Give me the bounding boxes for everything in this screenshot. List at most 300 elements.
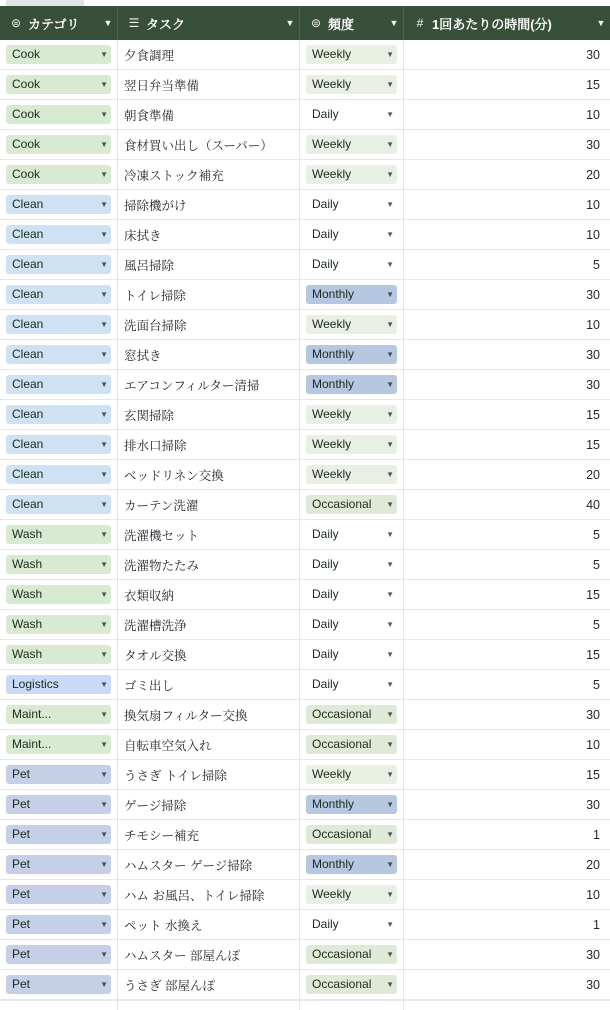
chevron-down-icon[interactable]: ▼ — [100, 50, 108, 59]
cell-minutes[interactable]: 40 — [586, 497, 600, 512]
table-row[interactable] — [0, 310, 610, 340]
cell-frequency[interactable] — [300, 700, 404, 729]
cell-task[interactable]: タオル交換 — [118, 640, 300, 669]
cell-task[interactable]: ベッドリネン交換 — [118, 460, 300, 489]
chevron-down-icon[interactable]: ▼ — [596, 18, 606, 28]
table-row[interactable] — [0, 280, 610, 310]
table-row[interactable] — [0, 430, 610, 460]
table-row[interactable] — [0, 610, 610, 640]
category-select-pill[interactable] — [6, 135, 111, 154]
chevron-down-icon[interactable]: ▼ — [386, 800, 394, 809]
cell-frequency[interactable] — [300, 220, 404, 249]
frequency-select-pill[interactable] — [306, 405, 397, 424]
table-row[interactable] — [0, 100, 610, 130]
chevron-down-icon[interactable]: ▼ — [386, 560, 394, 569]
chevron-down-icon[interactable]: ▼ — [389, 18, 399, 28]
category-select-pill[interactable] — [6, 645, 111, 664]
category-select-pill[interactable] — [6, 585, 111, 604]
cell-frequency[interactable] — [300, 70, 404, 99]
cell-task[interactable]: カーテン洗濯 — [118, 490, 300, 519]
cell-category[interactable] — [0, 490, 118, 519]
cell-frequency[interactable] — [300, 880, 404, 909]
table-row[interactable] — [0, 790, 610, 820]
table-row[interactable] — [0, 370, 610, 400]
table-row[interactable] — [0, 970, 610, 1000]
cell-minutes[interactable]: 15 — [586, 77, 600, 92]
chevron-down-icon[interactable]: ▼ — [100, 680, 108, 689]
chevron-down-icon[interactable]: ▼ — [100, 410, 108, 419]
table-row[interactable] — [0, 910, 610, 940]
cell-frequency[interactable] — [300, 310, 404, 339]
category-select-pill[interactable] — [6, 435, 111, 454]
cell-task[interactable]: トイレ掃除 — [118, 280, 300, 309]
cell-frequency[interactable] — [300, 760, 404, 789]
cell-minutes[interactable]: 30 — [586, 947, 600, 962]
category-select-pill[interactable] — [6, 465, 111, 484]
cell-category[interactable] — [0, 340, 118, 369]
cell-category[interactable] — [0, 970, 118, 999]
chevron-down-icon[interactable]: ▼ — [386, 350, 394, 359]
frequency-select-pill[interactable] — [306, 255, 397, 274]
chevron-down-icon[interactable]: ▼ — [100, 770, 108, 779]
chevron-down-icon[interactable]: ▼ — [100, 440, 108, 449]
column-header-task[interactable] — [118, 6, 300, 40]
frequency-select-pill[interactable] — [306, 285, 397, 304]
frequency-select-pill[interactable] — [306, 855, 397, 874]
cell-frequency[interactable] — [300, 160, 404, 189]
category-select-pill[interactable] — [6, 375, 111, 394]
table-row[interactable] — [0, 40, 610, 70]
chevron-down-icon[interactable]: ▼ — [100, 110, 108, 119]
cell-category[interactable] — [0, 160, 118, 189]
cell-task[interactable]: 風呂掃除 — [118, 250, 300, 279]
category-select-pill[interactable] — [6, 795, 111, 814]
cell-category[interactable] — [0, 610, 118, 639]
category-select-pill[interactable] — [6, 765, 111, 784]
chevron-down-icon[interactable]: ▼ — [386, 530, 394, 539]
frequency-select-pill[interactable] — [306, 345, 397, 364]
cell-category[interactable] — [0, 520, 118, 549]
table-row[interactable] — [0, 400, 610, 430]
cell-frequency[interactable] — [300, 250, 404, 279]
chevron-down-icon[interactable]: ▼ — [100, 890, 108, 899]
table-row[interactable] — [0, 550, 610, 580]
cell-category[interactable] — [0, 400, 118, 429]
frequency-select-pill[interactable] — [306, 765, 397, 784]
cell-task[interactable]: ハム お風呂、トイレ掃除 — [118, 880, 300, 909]
chevron-down-icon[interactable]: ▼ — [386, 140, 394, 149]
frequency-select-pill[interactable] — [306, 135, 397, 154]
cell-task[interactable]: 排水口掃除 — [118, 430, 300, 459]
category-select-pill[interactable] — [6, 165, 111, 184]
cell-frequency[interactable] — [300, 940, 404, 969]
chevron-down-icon[interactable]: ▼ — [100, 620, 108, 629]
chevron-down-icon[interactable]: ▼ — [100, 740, 108, 749]
cell-category[interactable] — [0, 940, 118, 969]
cell-category[interactable] — [0, 880, 118, 909]
cell-frequency[interactable] — [300, 670, 404, 699]
chevron-down-icon[interactable]: ▼ — [386, 590, 394, 599]
cell-minutes[interactable]: 5 — [593, 257, 600, 272]
column-header-frequency[interactable] — [300, 6, 404, 40]
category-select-pill[interactable] — [6, 705, 111, 724]
cell-task[interactable]: 衣類収納 — [118, 580, 300, 609]
category-select-pill[interactable] — [6, 75, 111, 94]
chevron-down-icon[interactable]: ▼ — [100, 470, 108, 479]
chevron-down-icon[interactable]: ▼ — [386, 650, 394, 659]
frequency-select-pill[interactable] — [306, 885, 397, 904]
cell-task[interactable]: エアコンフィルター清掃 — [118, 370, 300, 399]
chevron-down-icon[interactable]: ▼ — [386, 410, 394, 419]
category-select-pill[interactable] — [6, 255, 111, 274]
chevron-down-icon[interactable]: ▼ — [100, 260, 108, 269]
table-row[interactable] — [0, 130, 610, 160]
frequency-select-pill[interactable] — [306, 645, 397, 664]
cell-frequency[interactable] — [300, 490, 404, 519]
cell-minutes[interactable]: 30 — [586, 377, 600, 392]
cell-category[interactable] — [0, 310, 118, 339]
cell-minutes[interactable]: 30 — [586, 707, 600, 722]
category-label: Wash — [12, 647, 43, 661]
cell-minutes[interactable]: 10 — [586, 227, 600, 242]
cell-frequency[interactable] — [300, 100, 404, 129]
cell-task[interactable]: 洗濯機セット — [118, 520, 300, 549]
category-select-pill[interactable] — [6, 105, 111, 124]
table-row[interactable] — [0, 700, 610, 730]
cell-minutes[interactable]: 15 — [586, 437, 600, 452]
cell-task[interactable]: 朝食準備 — [118, 100, 300, 129]
chevron-down-icon[interactable]: ▼ — [100, 920, 108, 929]
frequency-select-pill[interactable] — [306, 585, 397, 604]
table-row[interactable] — [0, 160, 610, 190]
frequency-select-pill[interactable] — [306, 315, 397, 334]
cell-task[interactable]: 換気扇フィルター交換 — [118, 700, 300, 729]
category-select-pill[interactable] — [6, 345, 111, 364]
cell-frequency[interactable] — [300, 520, 404, 549]
cell-task[interactable]: 冷凍ストック補充 — [118, 160, 300, 189]
chevron-down-icon[interactable]: ▼ — [100, 710, 108, 719]
cell-category[interactable] — [0, 550, 118, 579]
category-select-pill[interactable] — [6, 945, 111, 964]
cell-frequency[interactable] — [300, 580, 404, 609]
frequency-select-pill[interactable] — [306, 525, 397, 544]
chevron-down-icon[interactable]: ▼ — [386, 230, 394, 239]
cell-minutes[interactable]: 5 — [593, 617, 600, 632]
cell-minutes[interactable]: 30 — [586, 137, 600, 152]
chevron-down-icon[interactable]: ▼ — [100, 380, 108, 389]
cell-frequency[interactable] — [300, 370, 404, 399]
cell-task[interactable]: うさぎ 部屋んぽ — [118, 970, 300, 999]
cell-minutes[interactable]: 5 — [593, 527, 600, 542]
chevron-down-icon[interactable]: ▼ — [386, 920, 394, 929]
frequency-select-pill[interactable] — [306, 825, 397, 844]
category-select-pill[interactable] — [6, 975, 111, 994]
column-header-minutes[interactable] — [404, 6, 610, 40]
cell-minutes[interactable]: 20 — [586, 467, 600, 482]
table-row[interactable] — [0, 760, 610, 790]
category-select-pill[interactable] — [6, 855, 111, 874]
cell-category[interactable] — [0, 850, 118, 879]
cell-task[interactable]: 洗濯槽洗浄 — [118, 610, 300, 639]
chevron-down-icon[interactable]: ▼ — [100, 200, 108, 209]
chevron-down-icon[interactable]: ▼ — [386, 440, 394, 449]
cell-task[interactable]: チモシー補充 — [118, 820, 300, 849]
chevron-down-icon[interactable]: ▼ — [100, 140, 108, 149]
cell-minutes[interactable]: 5 — [593, 557, 600, 572]
chevron-down-icon[interactable]: ▼ — [386, 320, 394, 329]
cell-task[interactable]: 窓拭き — [118, 340, 300, 369]
category-select-pill[interactable] — [6, 195, 111, 214]
category-select-pill[interactable] — [6, 225, 111, 244]
cell-minutes[interactable]: 30 — [586, 347, 600, 362]
cell-frequency[interactable] — [300, 40, 404, 69]
category-select-pill[interactable] — [6, 825, 111, 844]
cell-frequency[interactable] — [300, 280, 404, 309]
cell-minutes[interactable]: 1 — [593, 827, 600, 842]
table-row[interactable] — [0, 880, 610, 910]
chevron-down-icon[interactable]: ▼ — [386, 470, 394, 479]
cell-category[interactable] — [0, 280, 118, 309]
cell-minutes[interactable]: 15 — [586, 587, 600, 602]
cell-category[interactable] — [0, 130, 118, 159]
table-row[interactable] — [0, 940, 610, 970]
cell-task[interactable]: 床拭き — [118, 220, 300, 249]
cell-frequency[interactable] — [300, 550, 404, 579]
frequency-select-pill[interactable] — [306, 225, 397, 244]
chevron-down-icon[interactable]: ▼ — [386, 860, 394, 869]
frequency-select-pill[interactable] — [306, 75, 397, 94]
cell-frequency[interactable] — [300, 790, 404, 819]
chevron-down-icon[interactable]: ▼ — [100, 170, 108, 179]
cell-category[interactable] — [0, 370, 118, 399]
category-select-pill[interactable] — [6, 675, 111, 694]
cell-minutes[interactable]: 15 — [586, 767, 600, 782]
table-row[interactable] — [0, 220, 610, 250]
chevron-down-icon[interactable]: ▼ — [386, 80, 394, 89]
category-label: Cook — [12, 107, 41, 121]
chevron-down-icon[interactable]: ▼ — [100, 830, 108, 839]
cell-category[interactable] — [0, 430, 118, 459]
frequency-select-pill[interactable] — [306, 915, 397, 934]
cell-frequency[interactable] — [300, 130, 404, 159]
table-body[interactable] — [0, 40, 610, 1010]
cell-minutes[interactable]: 10 — [586, 107, 600, 122]
category-select-pill[interactable] — [6, 285, 111, 304]
chevron-down-icon[interactable]: ▼ — [100, 980, 108, 989]
table-row[interactable] — [0, 670, 610, 700]
frequency-select-pill[interactable] — [306, 165, 397, 184]
chevron-down-icon[interactable]: ▼ — [103, 18, 113, 28]
cell-category[interactable] — [0, 250, 118, 279]
cell-category[interactable] — [0, 820, 118, 849]
cell-frequency[interactable] — [300, 850, 404, 879]
cell-minutes[interactable]: 30 — [586, 47, 600, 62]
cell-minutes[interactable]: 20 — [586, 167, 600, 182]
frequency-select-pill[interactable] — [306, 675, 397, 694]
cell-minutes[interactable]: 10 — [586, 317, 600, 332]
cell-task[interactable]: 翌日弁当準備 — [118, 70, 300, 99]
chevron-down-icon[interactable]: ▼ — [100, 230, 108, 239]
cell-minutes[interactable]: 30 — [586, 287, 600, 302]
frequency-label: Daily — [312, 227, 339, 241]
cell-minutes[interactable]: 5 — [593, 677, 600, 692]
cell-category[interactable] — [0, 100, 118, 129]
cell-frequency[interactable] — [300, 970, 404, 999]
category-select-pill[interactable] — [6, 555, 111, 574]
chevron-down-icon[interactable]: ▼ — [285, 18, 295, 28]
chevron-down-icon[interactable]: ▼ — [100, 950, 108, 959]
cell-category[interactable] — [0, 760, 118, 789]
cell-category[interactable] — [0, 40, 118, 69]
chevron-down-icon[interactable]: ▼ — [386, 290, 394, 299]
cell-category[interactable] — [0, 730, 118, 759]
chevron-down-icon[interactable]: ▼ — [386, 170, 394, 179]
frequency-select-pill[interactable] — [306, 615, 397, 634]
cell-minutes[interactable]: 30 — [586, 797, 600, 812]
cell-task[interactable]: 食材買い出し（スーパー） — [118, 130, 300, 159]
cell-minutes[interactable]: 20 — [586, 857, 600, 872]
chevron-down-icon[interactable]: ▼ — [386, 260, 394, 269]
chevron-down-icon[interactable]: ▼ — [100, 290, 108, 299]
frequency-select-pill[interactable] — [306, 795, 397, 814]
cell-frequency[interactable] — [300, 430, 404, 459]
chevron-down-icon[interactable]: ▼ — [386, 380, 394, 389]
table-row[interactable] — [0, 460, 610, 490]
table-row[interactable] — [0, 580, 610, 610]
chevron-down-icon[interactable]: ▼ — [100, 560, 108, 569]
cell-category[interactable] — [0, 460, 118, 489]
chevron-down-icon[interactable]: ▼ — [100, 860, 108, 869]
cell-minutes[interactable]: 30 — [586, 977, 600, 992]
cell-category[interactable] — [0, 790, 118, 819]
cell-frequency[interactable] — [300, 640, 404, 669]
category-select-pill[interactable] — [6, 615, 111, 634]
frequency-select-pill[interactable] — [306, 375, 397, 394]
cell-frequency[interactable] — [300, 910, 404, 939]
cell-category[interactable] — [0, 910, 118, 939]
table-row[interactable] — [0, 730, 610, 760]
cell-task[interactable]: 掃除機がけ — [118, 190, 300, 219]
cell-category[interactable] — [0, 190, 118, 219]
cell-frequency[interactable] — [300, 340, 404, 369]
chevron-down-icon[interactable]: ▼ — [386, 980, 394, 989]
cell-minutes[interactable]: 10 — [586, 887, 600, 902]
chevron-down-icon[interactable]: ▼ — [386, 710, 394, 719]
category-select-pill[interactable] — [6, 915, 111, 934]
chevron-down-icon[interactable]: ▼ — [100, 350, 108, 359]
frequency-select-pill[interactable] — [306, 735, 397, 754]
chevron-down-icon[interactable]: ▼ — [386, 620, 394, 629]
cell-minutes[interactable]: 15 — [586, 407, 600, 422]
chevron-down-icon[interactable]: ▼ — [100, 530, 108, 539]
frequency-select-pill[interactable] — [306, 45, 397, 64]
cell-task[interactable]: ペット 水換え — [118, 910, 300, 939]
cell-category[interactable] — [0, 670, 118, 699]
cell-minutes[interactable]: 10 — [586, 737, 600, 752]
table-row[interactable] — [0, 820, 610, 850]
cell-category[interactable] — [0, 70, 118, 99]
cell-category[interactable] — [0, 220, 118, 249]
cell-minutes[interactable]: 1 — [593, 917, 600, 932]
chevron-down-icon[interactable]: ▼ — [386, 950, 394, 959]
frequency-select-pill[interactable] — [306, 105, 397, 124]
category-select-pill[interactable] — [6, 735, 111, 754]
cell-frequency[interactable] — [300, 460, 404, 489]
category-select-pill[interactable] — [6, 315, 111, 334]
cell-category[interactable] — [0, 700, 118, 729]
cell-frequency[interactable] — [300, 610, 404, 639]
cell-frequency[interactable] — [300, 730, 404, 759]
chevron-down-icon[interactable]: ▼ — [100, 590, 108, 599]
cell-task[interactable]: ゴミ出し — [118, 670, 300, 699]
chevron-down-icon[interactable]: ▼ — [386, 500, 394, 509]
cell-task[interactable]: 自転車空気入れ — [118, 730, 300, 759]
frequency-select-pill[interactable] — [306, 435, 397, 454]
chevron-down-icon[interactable]: ▼ — [386, 890, 394, 899]
table-row[interactable] — [0, 190, 610, 220]
cell-frequency[interactable] — [300, 400, 404, 429]
cell-task[interactable]: 夕食調理 — [118, 40, 300, 69]
category-select-pill[interactable] — [6, 885, 111, 904]
cell-task[interactable]: ハムスター 部屋んぽ — [118, 940, 300, 969]
table-row[interactable] — [0, 250, 610, 280]
frequency-select-pill[interactable] — [306, 495, 397, 514]
column-header-category[interactable] — [0, 6, 118, 40]
cell-task[interactable]: ゲージ掃除 — [118, 790, 300, 819]
chevron-down-icon[interactable]: ▼ — [386, 110, 394, 119]
chevron-down-icon[interactable]: ▼ — [386, 770, 394, 779]
category-select-pill[interactable] — [6, 45, 111, 64]
frequency-select-pill[interactable] — [306, 465, 397, 484]
chevron-down-icon[interactable]: ▼ — [100, 650, 108, 659]
cell-task[interactable]: ハムスター ゲージ掃除 — [118, 850, 300, 879]
chevron-down-icon[interactable]: ▼ — [100, 80, 108, 89]
table-row[interactable] — [0, 340, 610, 370]
cell-minutes[interactable]: 10 — [586, 197, 600, 212]
cell-task[interactable]: 玄関掃除 — [118, 400, 300, 429]
frequency-select-pill[interactable] — [306, 705, 397, 724]
cell-task[interactable]: 洗面台掃除 — [118, 310, 300, 339]
table-row[interactable] — [0, 850, 610, 880]
cell-minutes[interactable]: 15 — [586, 647, 600, 662]
frequency-select-pill[interactable] — [306, 975, 397, 994]
cell-frequency[interactable] — [300, 190, 404, 219]
table-row[interactable] — [0, 520, 610, 550]
chevron-down-icon[interactable]: ▼ — [100, 500, 108, 509]
frequency-select-pill[interactable] — [306, 555, 397, 574]
table-row[interactable] — [0, 490, 610, 520]
chevron-down-icon[interactable]: ▼ — [100, 800, 108, 809]
cell-task[interactable]: うさぎ トイレ掃除 — [118, 760, 300, 789]
category-select-pill[interactable] — [6, 525, 111, 544]
chevron-down-icon[interactable]: ▼ — [386, 740, 394, 749]
chevron-down-icon[interactable]: ▼ — [386, 50, 394, 59]
table-row[interactable] — [0, 640, 610, 670]
frequency-select-pill[interactable] — [306, 945, 397, 964]
cell-frequency[interactable] — [300, 820, 404, 849]
category-select-pill[interactable] — [6, 495, 111, 514]
cell-category[interactable] — [0, 580, 118, 609]
chevron-down-icon[interactable]: ▼ — [100, 320, 108, 329]
cell-category[interactable] — [0, 640, 118, 669]
table-row[interactable] — [0, 70, 610, 100]
cell-task[interactable]: 洗濯物たたみ — [118, 550, 300, 579]
chevron-down-icon[interactable]: ▼ — [386, 200, 394, 209]
chevron-down-icon[interactable]: ▼ — [386, 830, 394, 839]
chevron-down-icon[interactable]: ▼ — [386, 680, 394, 689]
category-select-pill[interactable] — [6, 405, 111, 424]
frequency-select-pill[interactable] — [306, 195, 397, 214]
